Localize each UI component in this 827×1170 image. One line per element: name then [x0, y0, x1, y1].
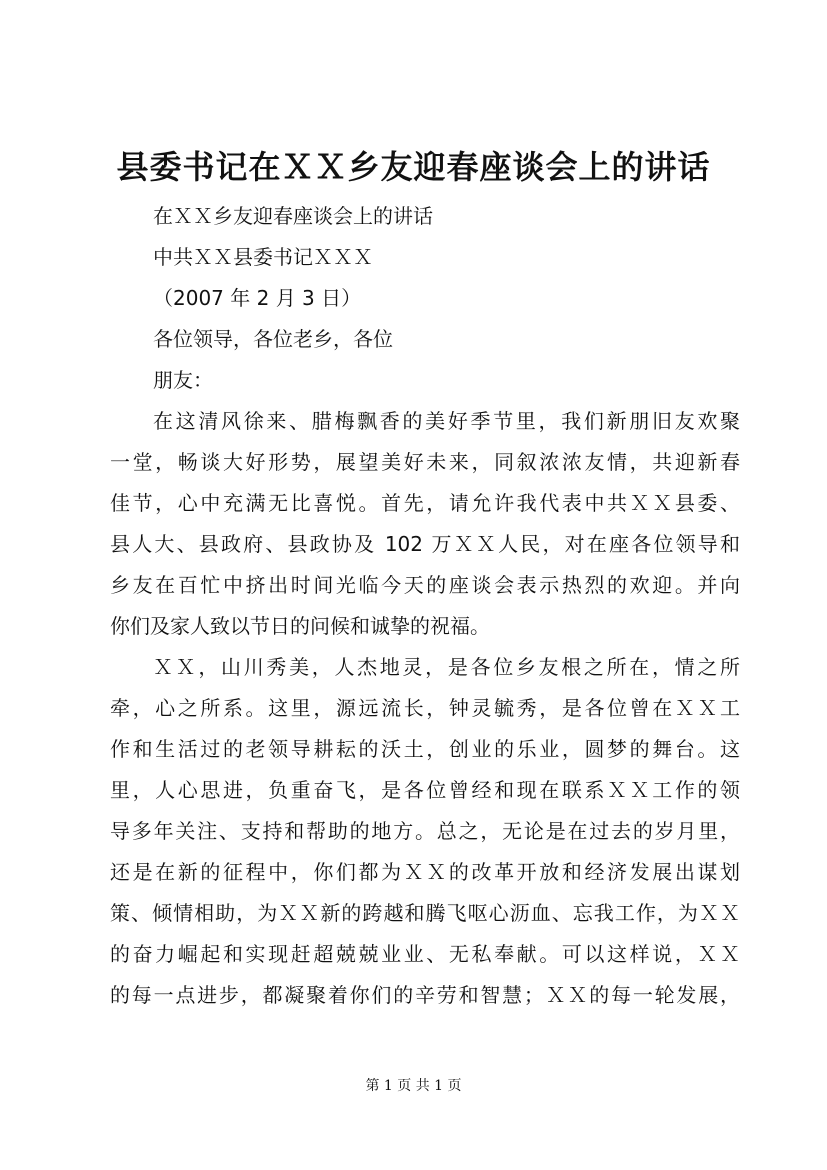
salutation-line-2: 朋友： — [153, 368, 213, 392]
paragraph-2-line: 策、倾情相助，为ＸＸ新的跨越和腾飞呕心沥血、忘我工作，为ＸＸ — [110, 901, 740, 925]
paragraph-2-line: 导多年关注、支持和帮助的地方。总之，无论是在过去的岁月里， — [110, 819, 740, 843]
document-body — [110, 196, 740, 1016]
paragraph-2-line: 还是在新的征程中，你们都为ＸＸ的改革开放和经济发展出谋划 — [110, 860, 740, 884]
paragraph-2-line: ＸＸ，山川秀美，人杰地灵，是各位乡友根之所在，情之所 — [153, 655, 740, 679]
paragraph-1-line: 乡友在百忙中挤出时间光临今天的座谈会表示热烈的欢迎。并向 — [110, 573, 740, 597]
paragraph-2-line: 的每一点进步，都凝聚着你们的辛劳和智慧；ＸＸ的每一轮发展， — [110, 983, 740, 1007]
paragraph-1-line: 一堂，畅谈大好形势，展望美好未来，同叙浓浓友情，共迎新春 — [110, 450, 740, 474]
paragraph-1-line: 县人大、县政府、县政协及 102 万ＸＸ人民，对在座各位领导和 — [110, 532, 740, 556]
paragraph-1-line: 佳节，心中充满无比喜悦。首先，请允许我代表中共ＸＸ县委、 — [110, 491, 740, 515]
salutation-line: 各位领导，各位老乡，各位 — [153, 327, 393, 351]
date-line: （2007 年 2 月 3 日） — [153, 286, 362, 310]
page-number-footer: 第 1 页 共 1 页 — [365, 1078, 462, 1094]
document-title: 县委书记在ＸＸ乡友迎春座谈会上的讲话 — [116, 148, 711, 186]
paragraph-2-line: 牵，心之所系。这里，源远流长，钟灵毓秀，是各位曾在ＸＸ工 — [110, 696, 740, 720]
paragraph-1-line: 在这清风徐来、腊梅飘香的美好季节里，我们新朋旧友欢聚 — [153, 409, 740, 433]
paragraph-1-line: 你们及家人致以节日的问候和诚挚的祝福。 — [110, 614, 490, 638]
speaker-line: 中共ＸＸ县委书记ＸＸＸ — [153, 245, 373, 269]
paragraph-2-line: 的奋力崛起和实现赶超兢兢业业、无私奉献。可以这样说，ＸＸ — [110, 942, 740, 966]
speech-title-line: 在ＸＸ乡友迎春座谈会上的讲话 — [153, 204, 433, 228]
paragraph-2-line: 作和生活过的老领导耕耘的沃土，创业的乐业，圆梦的舞台。这 — [110, 737, 740, 761]
paragraph-2-line: 里，人心思进，负重奋飞，是各位曾经和现在联系ＸＸ工作的领 — [110, 778, 740, 802]
